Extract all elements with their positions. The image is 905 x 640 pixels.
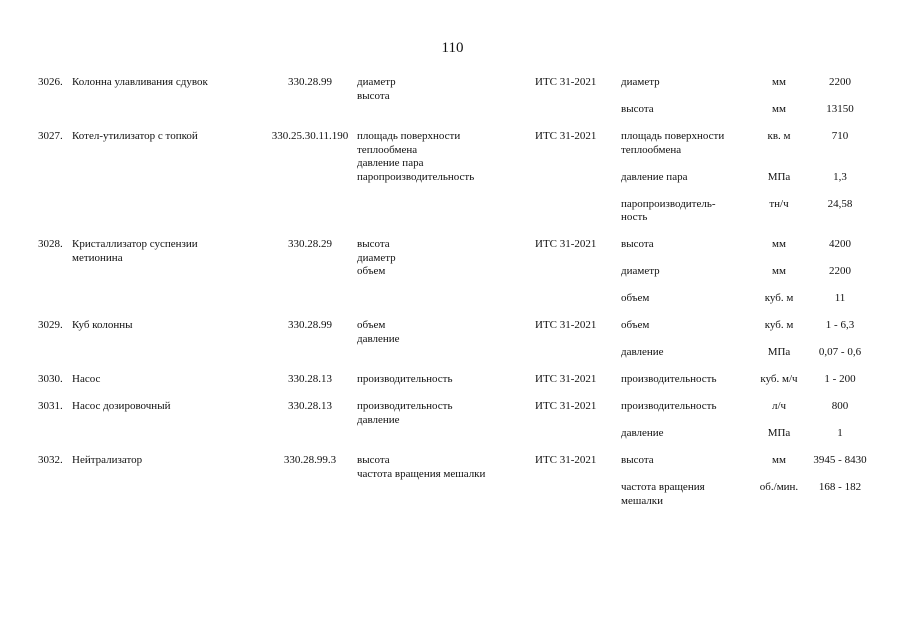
entry-code: 330.28.99 [288,319,332,331]
param-name: производительность [621,373,717,385]
param-unit: мм [772,103,786,115]
param-value: 13150 [826,103,854,115]
param-unit: куб. м [764,292,794,304]
entry-standard: ИТС 31-2021 [535,319,597,331]
entry-attributes: площадь поверхности теплообмена давление пара паропроизводительность [357,130,475,183]
param-value: 1 - 200 [824,373,856,385]
entry-name: Куб колонны [72,319,133,331]
param-name: диаметр [621,265,660,277]
entry-standard: ИТС 31-2021 [535,238,597,250]
param-unit: л/ч [771,400,787,412]
param-value: 710 [831,130,849,142]
entry-number: 3028. [38,238,63,250]
entry-name: Кристаллизатор суспензии метионина [72,238,198,264]
param-unit: куб. м/ч [760,373,798,385]
param-value: 1 [837,427,843,439]
param-value: 2200 [829,265,851,277]
param-name: давление [621,427,664,439]
entry-code: 330.28.99 [288,76,332,88]
param-value: 168 - 182 [818,481,862,493]
param-value: 24,58 [827,197,853,210]
param-name: объем [621,319,650,331]
entry-number: 3032. [38,454,63,466]
entry-code: 330.28.29 [288,238,332,250]
entry-number: 3030. [38,373,63,385]
entry-attributes: высота частота вращения мешалки [357,454,486,480]
param-unit: мм [772,76,786,88]
param-name: высота [621,454,654,466]
param-name: площадь поверхности теплообмена [621,130,725,156]
param-name: диаметр [621,76,660,88]
entry-attributes: производительность [357,373,453,385]
param-name: паропроизводитель- ность [621,197,716,223]
param-unit: тн/ч [769,197,789,210]
entry-attributes: объем давление [357,319,400,345]
param-value: 2200 [829,76,851,88]
entry-code: 330.25.30.11.190 [271,130,349,142]
param-unit: мм [772,265,786,277]
param-value: 11 [834,292,846,304]
param-value: 3945 - 8430 [813,454,867,466]
entry-attributes: диаметр высота [357,76,396,102]
entry-code: 330.28.99.3 [283,454,337,466]
entry-attributes: производительность давление [357,400,453,426]
entry-standard: ИТС 31-2021 [535,130,597,142]
param-unit: мм [772,454,786,466]
param-unit: МПа [767,427,791,439]
entry-name: Нейтрализатор [72,454,143,466]
param-value: 1,3 [833,170,847,183]
entry-attributes: высота диаметр объем [357,238,396,277]
param-unit: об./мин. [759,481,799,493]
entry-number: 3029. [38,319,63,331]
entry-standard: ИТС 31-2021 [535,400,597,412]
entry-number: 3031. [38,400,63,412]
param-name: давление [621,346,664,358]
param-name: давление пара [621,170,688,183]
entry-standard: ИТС 31-2021 [535,373,597,385]
param-name: объем [621,292,650,304]
param-name: высота [621,238,654,250]
page-number: 110 [441,40,464,56]
entry-number: 3026. [38,76,63,88]
param-unit: МПа [767,170,791,183]
param-name: высота [621,103,654,115]
param-value: 1 - 6,3 [825,319,855,331]
entry-name: Насос [72,373,101,385]
entry-code: 330.28.13 [288,373,332,385]
param-unit: МПа [767,346,791,358]
param-value: 0,07 - 0,6 [818,346,862,358]
entry-name: Колонна улавливания сдувок [72,76,208,88]
entry-name: Насос дозировочный [72,400,171,412]
param-name: частота вращения мешалки [621,481,705,507]
entry-code: 330.28.13 [288,400,332,412]
entry-number: 3027. [38,130,63,142]
param-value: 4200 [829,238,851,250]
param-name: производительность [621,400,717,412]
param-unit: мм [772,238,786,250]
entry-standard: ИТС 31-2021 [535,454,597,466]
param-unit: кв. м [767,130,791,142]
entry-name: Котел-утилизатор с топкой [72,130,198,142]
param-value: 800 [831,400,849,412]
param-unit: куб. м [764,319,794,331]
entry-standard: ИТС 31-2021 [535,76,597,88]
